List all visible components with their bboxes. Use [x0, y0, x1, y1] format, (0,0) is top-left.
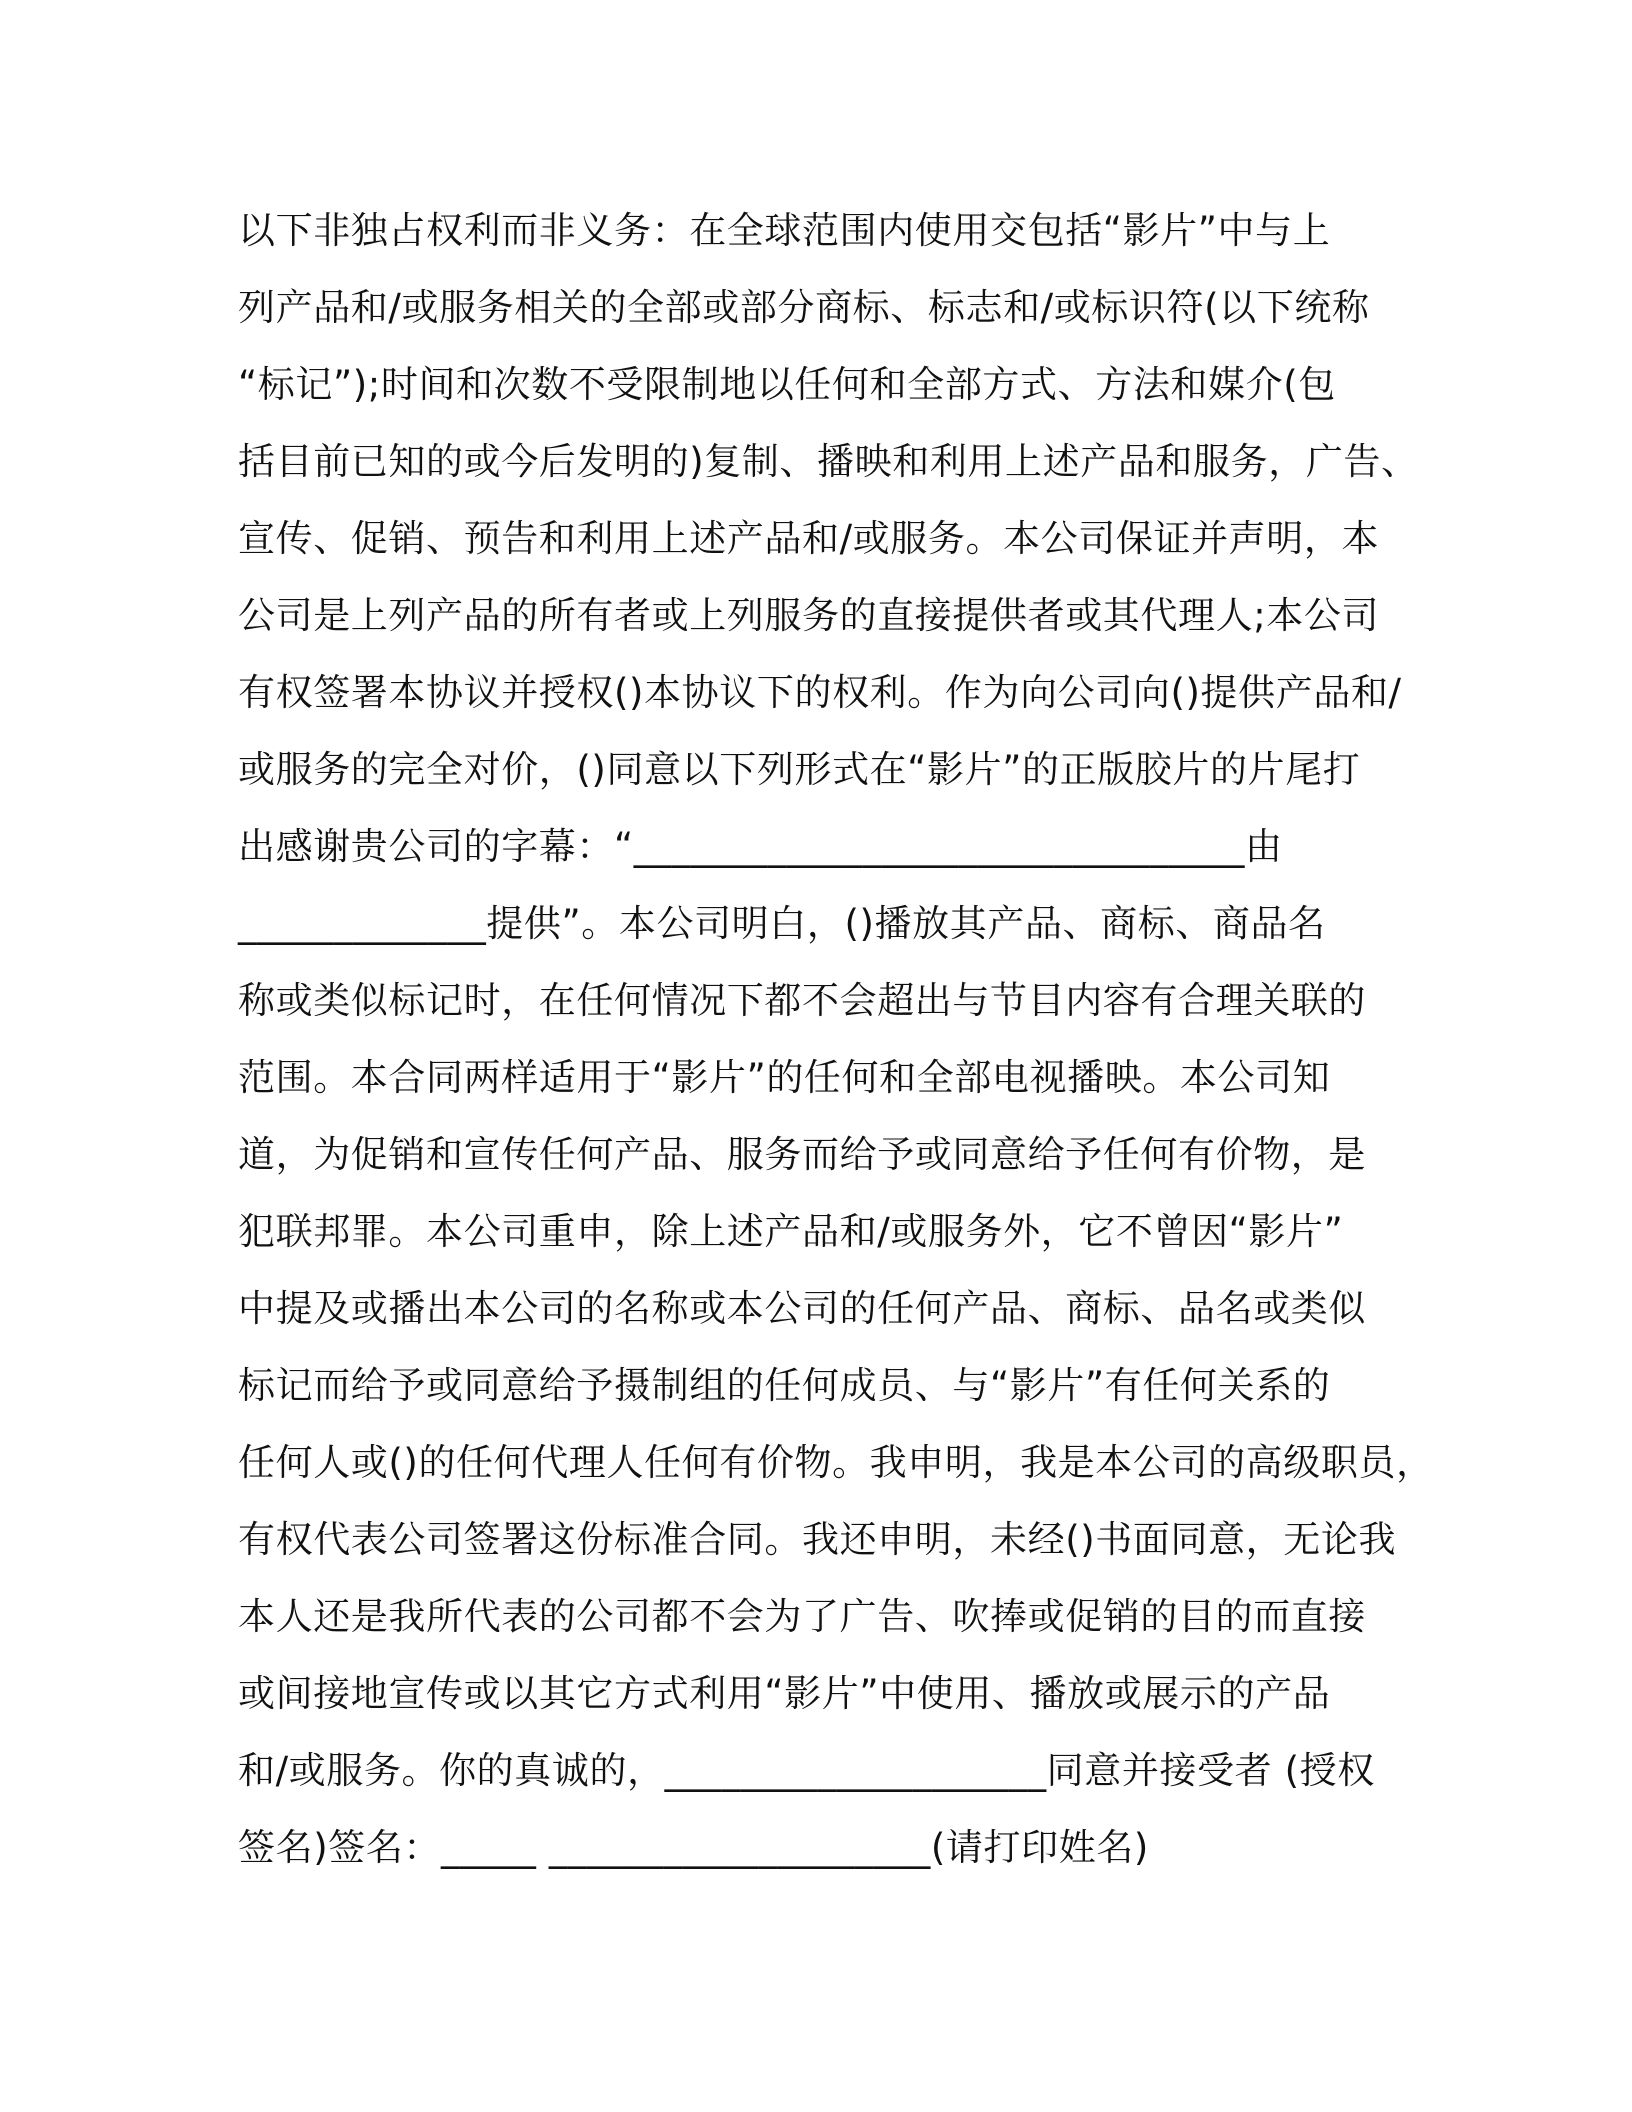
text-line: 出感谢贵公司的字幕：“________________________________由 — [238, 825, 1283, 868]
text-line: 宣传、促销、预告和利用上述产品和/或服务。本公司保证并声明，本 — [238, 517, 1380, 560]
text-line: 范围。本合同两样适用于“影片”的任何和全部电视播映。本公司知 — [238, 1056, 1331, 1099]
text-line: _____________提供”。本公司明白，()播放其产品、商标、商品名 — [238, 902, 1326, 945]
text-line: 列产品和/或服务相关的全部或部分商标、标志和/或标识符(以下统称 — [238, 286, 1370, 329]
text-line: 犯联邦罪。本公司重申，除上述产品和/或服务外，它不曾因“影片” — [238, 1210, 1344, 1253]
text-line: 公司是上列产品的所有者或上列服务的直接提供者或其代理人;本公司 — [238, 594, 1380, 637]
text-line: 标记而给予或同意给予摄制组的任何成员、与“影片”有任何关系的 — [238, 1364, 1331, 1407]
text-line: 本人还是我所代表的公司都不会为了广告、吹捧或促销的目的而直接 — [238, 1595, 1366, 1638]
text-line: 有权签署本协议并授权()本协议下的权利。作为向公司向()提供产品和/ — [238, 671, 1402, 714]
text-line: 以下非独占权利而非义务：在全球范围内使用交包括“影片”中与上 — [238, 209, 1331, 252]
text-line: 或间接地宣传或以其它方式利用“影片”中使用、播放或展示的产品 — [238, 1672, 1331, 1715]
text-line: 和/或服务。你的真诚的，____________________同意并接受者 (授权 — [238, 1749, 1375, 1792]
document-body — [238, 192, 1438, 1886]
text-line: “标记”);时间和次数不受限制地以任何和全部方式、方法和媒介(包 — [238, 363, 1336, 406]
text-line: 中提及或播出本公司的名称或本公司的任何产品、商标、品名或类似 — [238, 1287, 1366, 1330]
text-line: 道，为促销和宣传任何产品、服务而给予或同意给予任何有价物，是 — [238, 1133, 1366, 1176]
text-line: 括目前已知的或今后发明的)复制、播映和利用上述产品和服务，广告、 — [238, 440, 1419, 483]
text-line: 签名)签名：_____ ____________________(请打印姓名) — [238, 1826, 1149, 1869]
text-line: 称或类似标记时，在任何情况下都不会超出与节目内容有合理关联的 — [238, 979, 1366, 1022]
text-line: 或服务的完全对价，()同意以下列形式在“影片”的正版胶片的片尾打 — [238, 748, 1361, 791]
text-line: 任何人或()的任何代理人任何有价物。我申明，我是本公司的高级职员， — [238, 1441, 1434, 1484]
text-line: 有权代表公司签署这份标准合同。我还申明，未经()书面同意，无论我 — [238, 1518, 1397, 1561]
